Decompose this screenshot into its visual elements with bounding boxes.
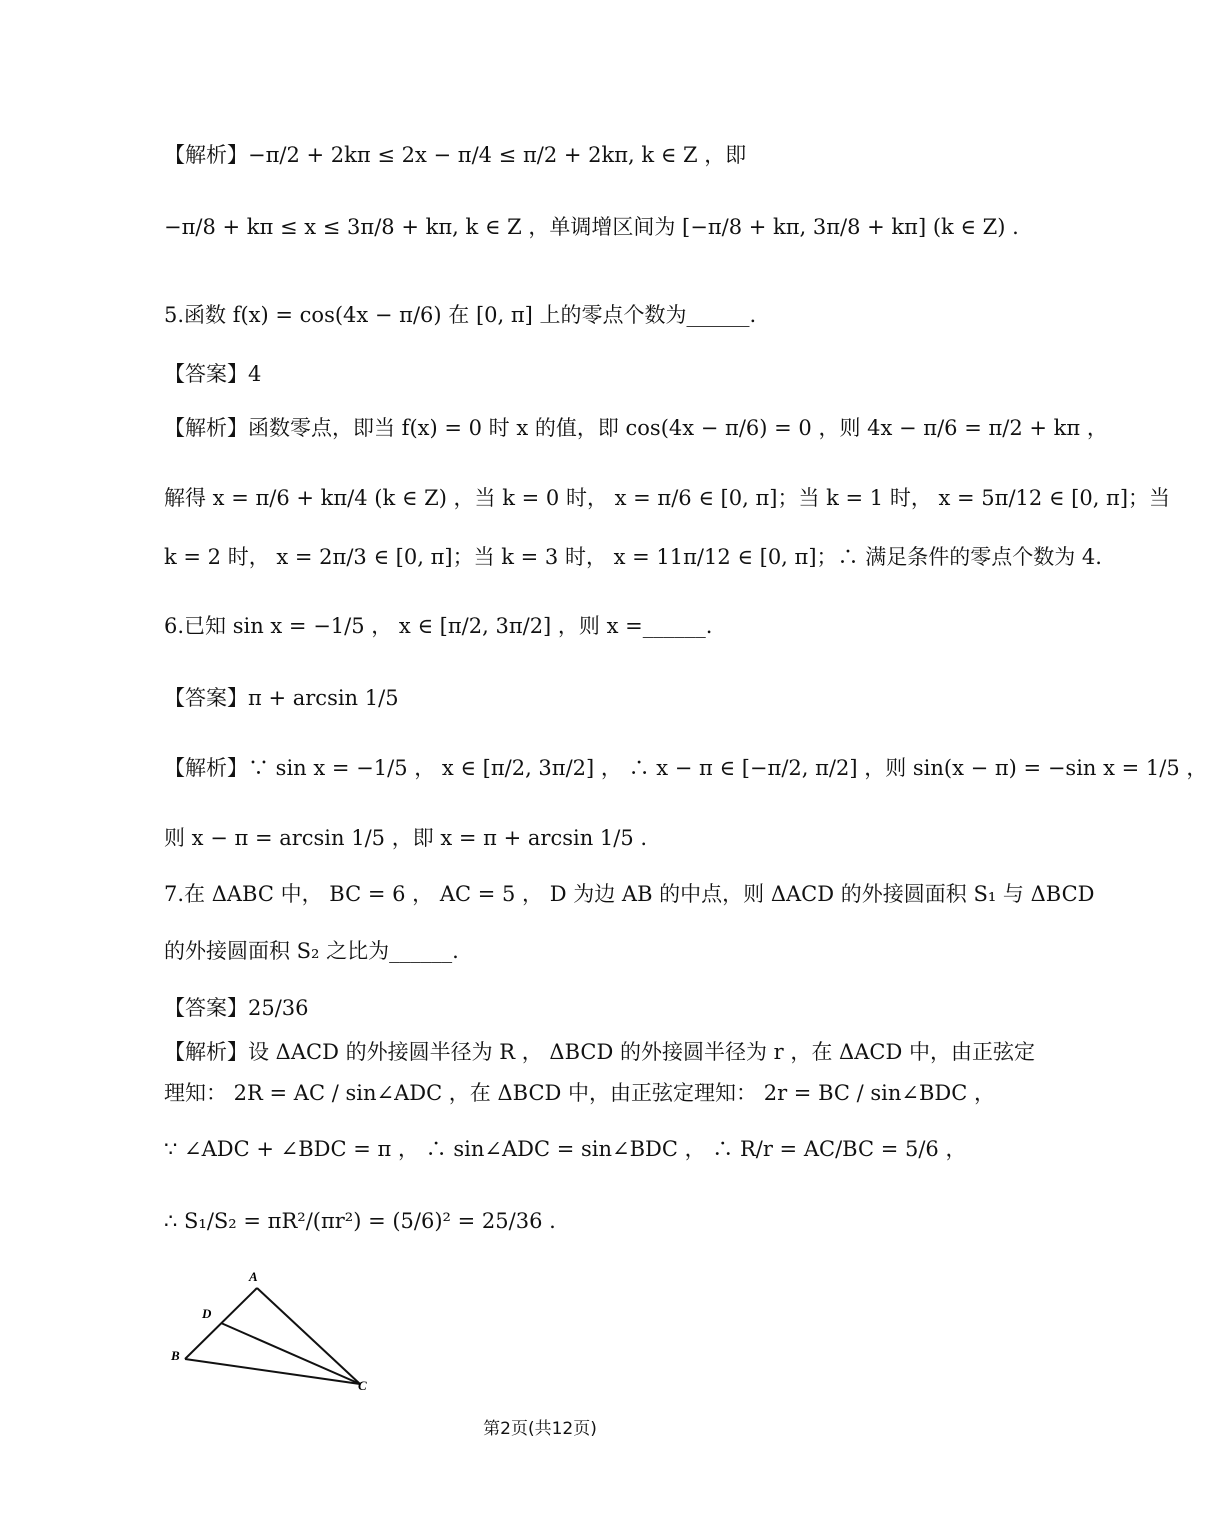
analysis-7-line-2: 理知： 2R = AC / sin∠ADC ，在 ΔBCD 中，由正弦定理知： 2r = BC / sin∠BDC ， xyxy=(164,1081,996,1105)
answer-6: 【答案】π + arcsin 1/5 xyxy=(164,686,399,710)
question-7-line-1: 7.在 ΔABC 中， BC = 6 ， AC = 5 ， D 为边 AB 的中点，则 ΔACD 的外接圆面积 S₁ 与 ΔBCD xyxy=(164,882,1095,906)
analysis-5-line-3: k = 2 时， x = 2π/3 ∈ [0, π]；当 k = 3 时， x = 11π/12 ∈ [0, π]；∴ 满足条件的零点个数为 4. xyxy=(164,545,1102,569)
question-6: 6.已知 sin x = −1/5 ， x ∈ [π/2, 3π/2] ，则 x =______. xyxy=(164,614,713,638)
page-footer: 第2页(共12页) xyxy=(483,1419,597,1439)
analysis-5-line-2: 解得 x = π/6 + kπ/4 (k ∈ Z) ，当 k = 0 时， x = π/6 ∈ [0, π]；当 k = 1 时， x = 5π/12 ∈ [0, π]；当 xyxy=(164,486,1171,510)
answer-7: 【答案】25/36 xyxy=(164,996,309,1020)
analysis-5-line-1: 【解析】函数零点，即当 f(x) = 0 时 x 的值，即 cos(4x − π/6) = 0 ，则 4x − π/6 = π/2 + kπ ， xyxy=(164,416,1108,440)
question-7-line-2: 的外接圆面积 S₂ 之比为______. xyxy=(164,939,459,963)
label-d: D xyxy=(202,1306,212,1321)
question-5: 5.函数 f(x) = cos(4x − π/6) 在 [0, π] 上的零点个数为______. xyxy=(164,303,757,327)
label-b: B xyxy=(171,1348,180,1363)
analysis-6-line-2: 则 x − π = arcsin 1/5 ，即 x = π + arcsin 1/5 . xyxy=(164,826,648,850)
answer-5: 【答案】4 xyxy=(164,362,262,386)
side-ac xyxy=(257,1288,360,1384)
triangle-figure xyxy=(160,1262,380,1397)
label-c: C xyxy=(358,1378,367,1393)
analysis-7-line-4: ∴ S₁/S₂ = πR²/(πr²) = (5/6)² = 25/36 . xyxy=(164,1209,556,1233)
analysis-7-line-3: ∵ ∠ADC + ∠BDC = π ， ∴ sin∠ADC = sin∠BDC ， ∴ R/r = AC/BC = 5/6 ， xyxy=(164,1137,967,1161)
analysis-7-line-1: 【解析】设 ΔACD 的外接圆半径为 R ， ΔBCD 的外接圆半径为 r ，在 ΔACD 中，由正弦定 xyxy=(164,1040,1035,1064)
analysis-6-line-1: 【解析】∵ sin x = −1/5 ， x ∈ [π/2, 3π/2] ， ∴ x − π ∈ [−π/2, π/2] ，则 sin(x − π) = −sin x = 1/5 ， xyxy=(164,756,1207,780)
label-a: A xyxy=(249,1269,258,1284)
analysis-line-1: 【解析】−π/2 + 2kπ ≤ 2x − π/4 ≤ π/2 + 2kπ, k ∈ Z ，即 xyxy=(164,143,747,167)
analysis-line-2: −π/8 + kπ ≤ x ≤ 3π/8 + kπ, k ∈ Z ，单调增区间为 [−π/8 + kπ, 3π/8 + kπ] (k ∈ Z) . xyxy=(164,215,1019,239)
